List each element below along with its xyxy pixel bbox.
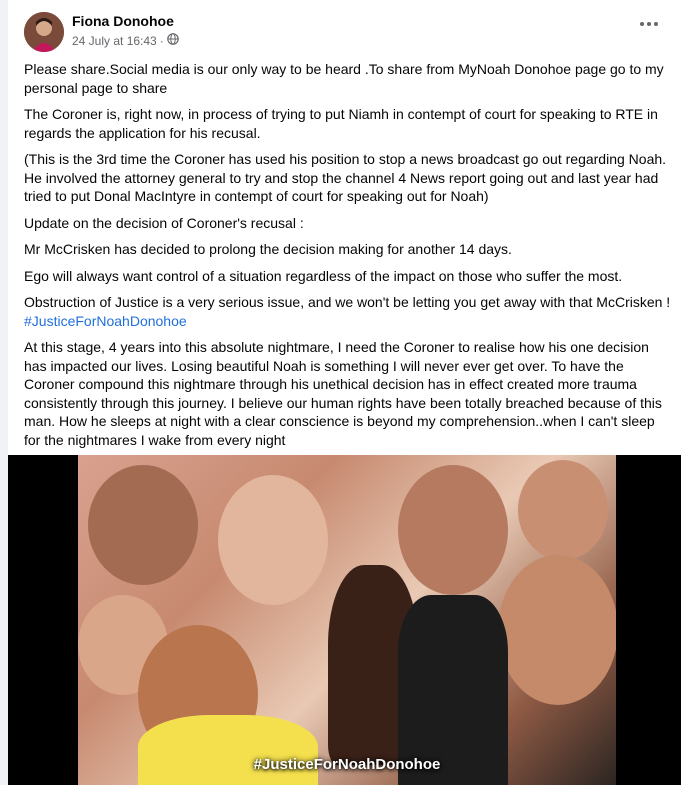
avatar[interactable] bbox=[24, 12, 64, 52]
photo-collage bbox=[78, 455, 616, 785]
post-paragraph: Please share.Social media is our only way to be heard .To share from MyNoah Donohoe page go to my personal page to share bbox=[24, 61, 664, 96]
post-photo[interactable] bbox=[8, 455, 681, 785]
post-paragraph: (This is the 3rd time the Coroner has used his position to stop a news broadcast go out regarding Noah. He involved the attorney general to try and stop the channel 4 News report going out and last year had tried to put Donal MacIntyre in contempt of court for speaking out for Noah) bbox=[24, 151, 667, 204]
post-header bbox=[8, 0, 681, 56]
post-card bbox=[8, 0, 681, 785]
post-paragraph: Mr McCrisken has decided to prolong the decision making for another 14 days. bbox=[24, 241, 512, 257]
post-paragraph: At this stage, 4 years into this absolute nightmare, I need the Coroner to realise how his one decision has impacted our lives. Losing beautiful Noah is something I will never ever get over. To have the Coroner compound this nightmare through his unethical decision has in effect created more trauma consistently through this journey. I believe our human rights have been totally breached because of this man. How he sleeps at night with a clear conscience is beyond my comprehension..when I can't sleep for the nightmares I wake from every night bbox=[24, 339, 662, 448]
meta-separator: · bbox=[159, 33, 164, 48]
post-meta bbox=[72, 33, 179, 48]
more-options-icon[interactable] bbox=[635, 14, 663, 34]
post-paragraph-with-hashtag bbox=[24, 293, 672, 330]
post-paragraph: The Coroner is, right now, in process of trying to put Niamh in contempt of court for speaking to RTE in regards the application for his recusal. bbox=[24, 106, 658, 141]
photo-hashtag-overlay: #JusticeForNoahDonohoe bbox=[253, 756, 441, 773]
post-paragraph: Obstruction of Justice is a very serious issue, and we won't be letting you get away with that McCrisken ! bbox=[24, 294, 671, 310]
author-name[interactable]: Fiona Donohoe bbox=[72, 13, 174, 29]
globe-icon bbox=[167, 33, 179, 48]
post-paragraph: Ego will always want control of a situation regardless of the impact on those who suffer the most. bbox=[24, 267, 623, 284]
post-body bbox=[24, 60, 672, 457]
post-paragraph: Update on the decision of Coroner's recusal : bbox=[24, 214, 304, 231]
hashtag-link[interactable]: #JusticeForNoahDonohoe bbox=[24, 312, 187, 329]
post-timestamp[interactable]: 24 July at 16:43 bbox=[72, 33, 157, 48]
